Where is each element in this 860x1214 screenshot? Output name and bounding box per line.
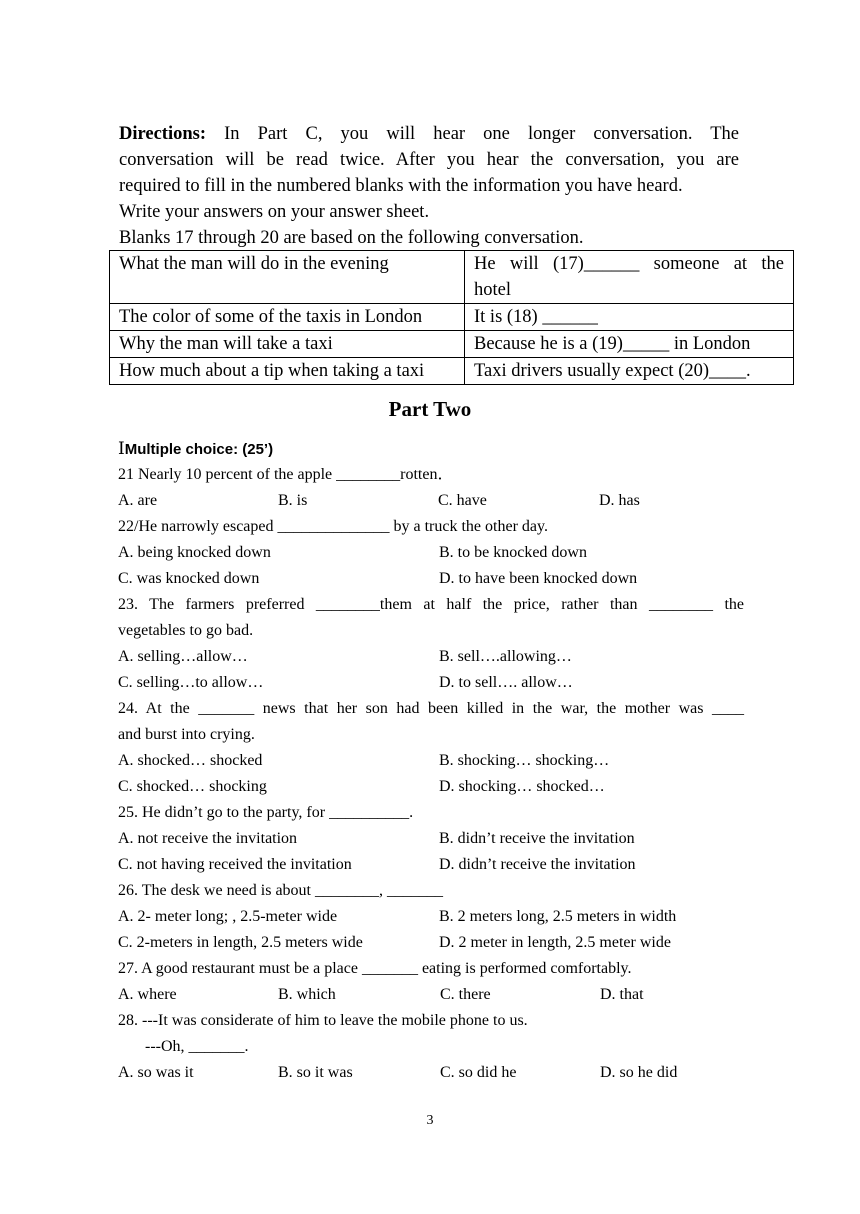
table-cell-question: The color of some of the taxis in London [110,304,465,331]
section-heading [118,436,273,463]
blanks-intro: Blanks 17 through 20 are based on the following conversation. [119,228,584,248]
option-22-c: C. was knocked down [118,570,260,587]
table-row [110,331,794,358]
conversation-table [109,250,794,385]
option-27-d: D. that [600,986,644,1003]
table-cell-question: How much about a tip when taking a taxi [110,358,465,385]
part-title: Part Two [388,397,472,421]
answer-line: hotel [474,280,511,300]
question-22-stem: 22/He narrowly escaped ______________ by a truck the other day. [118,518,548,535]
question-24-stem-line-1: 24. At the _______ news that her son had been killed in the war, the mother was ____ [118,700,744,717]
option-28-a: A. so was it [118,1064,194,1081]
directions-line-2: conversation will be read twice. After you hear the conversation, you are [119,150,739,170]
option-25-d: D. didn’t receive the invitation [439,856,636,873]
question-28-stem-line-2: ---Oh, _______. [145,1038,249,1055]
table-row [110,251,794,304]
option-21-a: A. are [118,492,158,509]
page-number: 3 [426,1113,434,1128]
directions-paragraph [119,121,739,225]
option-27-a: A. where [118,986,177,1003]
directions-line-1: Directions: In Part C, you will hear one longer conversation. The [119,124,739,144]
question-27-stem: 27. A good restaurant must be a place _______ eating is performed comfortably. [118,960,632,977]
question-24-stem-line-2: and burst into crying. [118,726,255,743]
section-roman-numeral: Ⅰ [118,439,125,458]
option-23-c: C. selling…to allow… [118,674,264,691]
directions-line-3: required to fill in the numbered blanks with the information you have heard. [119,176,683,196]
option-24-b: B. shocking… shocking… [439,752,610,769]
table-cell-answer: It is (18) ______ [465,304,794,331]
option-25-b: B. didn’t receive the invitation [439,830,635,847]
option-26-b: B. 2 meters long, 2.5 meters in width [439,908,677,925]
section-heading-text: Multiple choice: (25’) [124,441,274,458]
table-cell-question: Why the man will take a taxi [110,331,465,358]
question-26-stem: 26. The desk we need is about ________, _______ [118,882,443,899]
option-22-a: A. being knocked down [118,544,271,561]
option-24-a: A. shocked… shocked [118,752,263,769]
option-24-c: C. shocked… shocking [118,778,267,795]
option-26-c: C. 2-meters in length, 2.5 meters wide [118,934,363,951]
directions-label: Directions: [119,124,206,144]
option-25-a: A. not receive the invitation [118,830,298,847]
table-cell-question: What the man will do in the evening [110,251,465,304]
option-23-a: A. selling…allow… [118,648,248,665]
option-26-d: D. 2 meter in length, 2.5 meter wide [439,934,671,951]
table-row [110,358,794,385]
option-21-b: B. is [278,492,308,509]
option-23-b: B. sell….allowing… [439,648,572,665]
table-row [110,304,794,331]
question-23-stem-line-1: 23. The farmers preferred ________them at half the price, rather than ________ the [118,596,744,613]
option-26-a: A. 2- meter long; , 2.5-meter wide [118,908,338,925]
question-21-stem: 21 Nearly 10 percent of the apple ________rotten． [118,466,454,483]
option-22-d: D. to have been knocked down [439,570,638,587]
directions-line-4: Write your answers on your answer sheet. [119,202,430,222]
option-28-d: D. so he did [600,1064,678,1081]
option-22-b: B. to be knocked down [439,544,587,561]
option-25-c: C. not having received the invitation [118,856,352,873]
option-23-d: D. to sell…. allow… [439,674,573,691]
question-23-stem-line-2: vegetables to go bad. [118,622,254,639]
question-25-stem: 25. He didn’t go to the party, for __________. [118,804,414,821]
table-cell-answer: Because he is a (19)_____ in London [465,331,794,358]
option-28-c: C. so did he [440,1064,517,1081]
option-21-c: C. have [438,492,487,509]
question-28-stem-line-1: 28. ---It was considerate of him to leave the mobile phone to us. [118,1012,528,1029]
option-27-b: B. which [278,986,336,1003]
option-28-b: B. so it was [278,1064,353,1081]
option-27-c: C. there [440,986,491,1003]
option-21-d: D. has [599,492,640,509]
option-24-d: D. shocking… shocked… [439,778,605,795]
table-cell-answer [465,251,794,304]
table-cell-answer: Taxi drivers usually expect (20)____. [465,358,794,385]
answer-line: He will (17)______ someone at the [474,254,784,274]
